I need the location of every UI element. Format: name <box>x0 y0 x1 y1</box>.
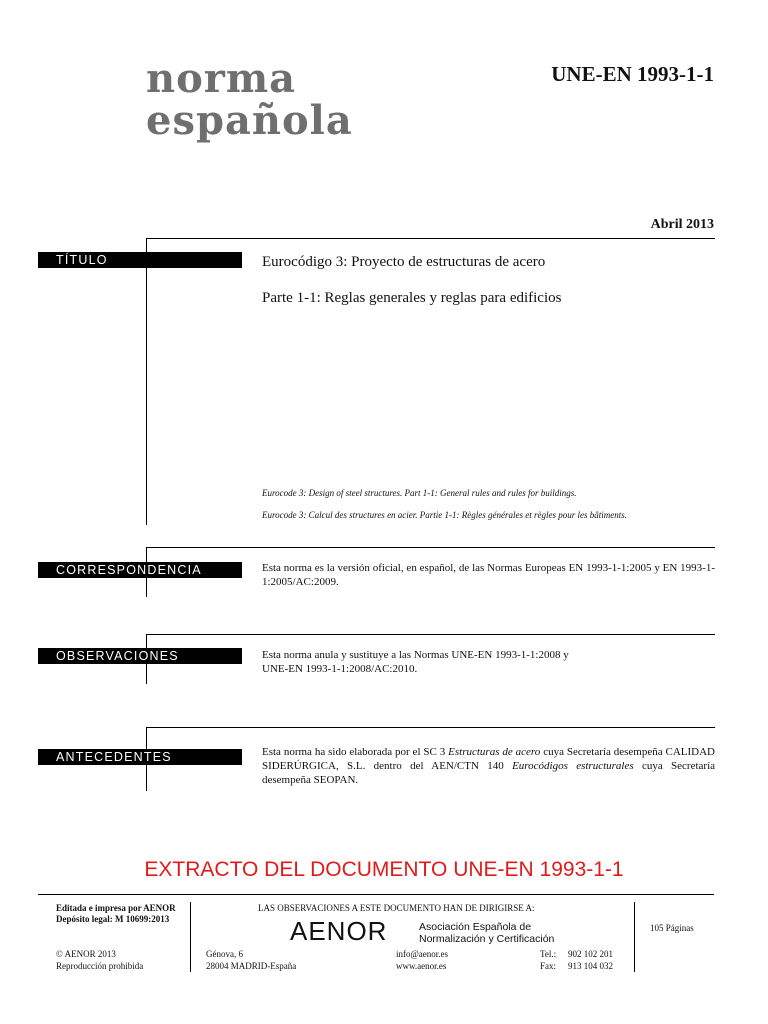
antecedentes-text-e: cuya Secretaría desempeña SEOPAN. <box>262 760 716 786</box>
observaciones-text <box>262 648 715 676</box>
brand-title <box>146 55 353 144</box>
section-vertical-rule <box>146 238 147 525</box>
footer-deposit: Depósito legal: M 10699:2013 <box>56 914 170 924</box>
footer-vertical-rule <box>634 902 635 972</box>
aenor-sub-line-2: Normalización y Certificación <box>419 933 555 945</box>
title-spanish-main: Eurocódigo 3: Proyecto de estructuras de acero <box>262 254 546 270</box>
label-antecedentes: ANTECEDENTES <box>38 749 242 765</box>
observaciones-line-1: Esta norma anula y sustituye a las Normas UNE-EN 1993-1-1:2008 y <box>262 649 569 661</box>
antecedentes-text <box>262 745 715 787</box>
footer-address-2: 28004 MADRID-España <box>206 961 297 971</box>
footer-edited: Editada e impresa por AENOR <box>56 903 176 913</box>
antecedentes-text-a: Esta norma ha sido elaborada por el SC 3 <box>262 746 449 758</box>
footer-fax-label: Fax: <box>540 961 557 971</box>
footer-copyright: © AENOR 2013 <box>56 949 116 959</box>
footer-web[interactable]: www.aenor.es <box>396 961 447 971</box>
publication-date: Abril 2013 <box>650 217 714 232</box>
aenor-subtitle <box>419 921 554 945</box>
observaciones-line-2: UNE-EN 1993-1-1:2008/AC:2010. <box>262 663 418 675</box>
title-english: Eurocode 3: Design of steel structures. Part 1-1: General rules and rules for buildings. <box>262 488 577 498</box>
footer-pages: 105 Páginas <box>650 923 694 933</box>
footer-reproduction: Reproducción prohibida <box>56 961 144 971</box>
antecedentes-text-b: Estructuras de acero <box>448 746 541 758</box>
footer-vertical-rule <box>190 902 191 972</box>
footer-tel-label: Tel.: <box>540 949 557 959</box>
aenor-sub-line-1: Asociación Española de <box>419 921 532 933</box>
aenor-logo: AENOR <box>290 916 388 946</box>
footer-fax: 913 104 032 <box>568 961 613 971</box>
antecedentes-text-d: Eurocódigos estructurales <box>512 760 634 772</box>
section-divider <box>146 238 715 239</box>
title-spanish-part: Parte 1-1: Reglas generales y reglas para edificios <box>262 290 562 306</box>
label-correspondencia: CORRESPONDENCIA <box>38 562 242 578</box>
extract-banner: EXTRACTO DEL DOCUMENTO UNE-EN 1993-1-1 <box>144 858 624 881</box>
label-observaciones: OBSERVACIONES <box>38 648 242 664</box>
footer-tel: 902 102 201 <box>568 949 613 959</box>
footer-address-1: Génova, 6 <box>206 949 243 959</box>
section-divider <box>146 547 715 548</box>
section-divider <box>146 634 715 635</box>
correspondencia-text: Esta norma es la versión oficial, en español, de las Normas Europeas EN 1993-1-1:2005 y EN 1993-1-1:2005/AC:2009. <box>262 562 715 588</box>
footer-divider <box>38 894 714 895</box>
title-french: Eurocode 3: Calcul des structures en acier. Partie 1-1: Règles générales et règles pour les bâtiments. <box>262 510 628 520</box>
footer-email[interactable]: info@aenor.es <box>396 949 449 959</box>
label-titulo: TÍTULO <box>38 252 242 268</box>
standard-code: UNE-EN 1993-1-1 <box>551 62 714 86</box>
brand-line-2: española <box>146 97 353 144</box>
brand-line-1: norma <box>146 55 297 102</box>
footer-observations-to: LAS OBSERVACIONES A ESTE DOCUMENTO HAN DE DIRIGIRSE A: <box>258 903 535 913</box>
section-divider <box>146 727 715 728</box>
antecedentes-text-c: cuya Secretaría desempeña CALIDAD SIDERÚRGICA, S.L. dentro del AEN/CTN 140 <box>262 746 715 772</box>
